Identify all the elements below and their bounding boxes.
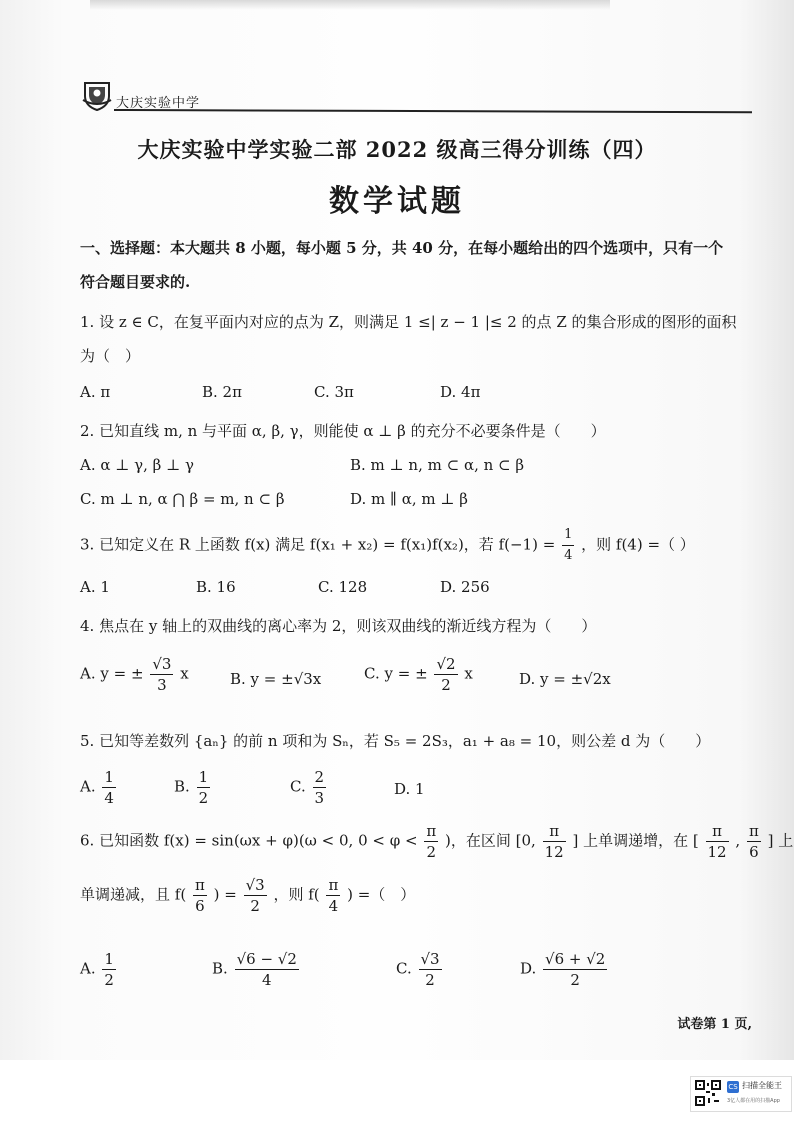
denominator: 2 (198, 789, 209, 807)
fraction (150, 655, 173, 694)
option-c (290, 768, 328, 807)
option-d: D. 1 (394, 780, 425, 798)
option-a (80, 950, 118, 989)
stem-text: ] 上单调递增，在 [ (572, 831, 699, 850)
option-a: A. 1 (80, 578, 110, 596)
exam-title: 大庆实验中学实验二部 2022 级高三得分训练（四） (137, 137, 657, 162)
stem-text: )，在区间 [0, (445, 831, 536, 850)
option-label: A. (80, 959, 96, 978)
camscanner-icon: CS (728, 1083, 738, 1091)
fraction (543, 950, 607, 989)
question-6-stem (80, 822, 793, 861)
option-b (212, 950, 301, 989)
numerator: √2 (436, 655, 456, 673)
option-d (520, 950, 609, 989)
denominator: 2 (570, 971, 580, 989)
fraction (562, 526, 574, 565)
numerator: π (543, 822, 566, 842)
stem-text: 6. 已知函数 f(x) = sin(ωx + φ)(ω < 0, 0 < φ < (80, 831, 418, 850)
denominator: 2 (425, 971, 435, 989)
stem-text: ] 上 (767, 831, 794, 850)
option-label: A. (80, 777, 96, 796)
denominator: 3 (314, 789, 325, 807)
denominator: 2 (250, 897, 260, 915)
fraction (197, 768, 211, 807)
fraction (244, 876, 267, 915)
option-text: x (180, 664, 189, 683)
page-number: 试卷第 1 页, (677, 1017, 752, 1032)
option-a (80, 768, 118, 807)
option-label: C. (364, 664, 380, 683)
section-heading: 一、选择题：本大题共 8 小题，每小题 5 分，共 40 分，在每小题给出的四个选项中，只有一个 (80, 239, 724, 257)
question-2-options-row2 (80, 490, 740, 516)
stem-text: 3. 已知定义在 R 上函数 f(x) 满足 f(x₁ + x₂) = f(x₁)f(x₂)，若 f(−1) = (80, 535, 556, 554)
option-d: D. m ∥ α, m ⊥ β (350, 490, 468, 508)
numerator: π (748, 822, 759, 840)
fraction (706, 822, 729, 861)
option-d: D. y = ±√2x (519, 670, 611, 688)
option-b: B. 2π (202, 383, 242, 401)
fraction (102, 950, 116, 989)
question-3-options (80, 578, 740, 604)
fraction (326, 876, 340, 915)
fraction (235, 950, 299, 989)
fraction (434, 655, 457, 694)
option-b: B. m ⊥ n, m ⊂ α, n ⊂ β (350, 456, 525, 474)
fraction (419, 950, 442, 989)
fraction (193, 876, 207, 915)
option-a: A. α ⊥ γ, β ⊥ γ (80, 456, 194, 474)
denominator: 6 (749, 843, 759, 861)
option-c: C. 128 (318, 578, 368, 596)
option-text: y = ± (100, 664, 144, 683)
question-5-stem: 5. 已知等差数列 {aₙ} 的前 n 项和为 Sₙ，若 S₅ = 2S₃，a₁ + a₈ = 10，则公差 d 为（ ） (80, 732, 711, 750)
qr-code-icon (695, 1080, 721, 1106)
question-1-options (80, 383, 740, 409)
denominator: 6 (195, 897, 205, 915)
numerator: 2 (314, 768, 325, 786)
numerator: √3 (420, 950, 440, 968)
denominator: 4 (328, 897, 339, 915)
denominator: 12 (544, 843, 564, 861)
stem-text: ) =（ ） (347, 885, 416, 904)
numerator: 1 (198, 768, 209, 786)
denominator: 12 (707, 843, 727, 861)
stem-text: ) = (213, 885, 237, 904)
option-b: B. y = ±√3x (230, 670, 322, 688)
fraction (424, 822, 438, 861)
option-a (80, 655, 189, 694)
numerator: √3 (152, 655, 172, 673)
question-2-options-row1 (80, 456, 740, 482)
option-a: A. π (80, 383, 111, 401)
stem-text: ，则 f(4) =（ ） (581, 535, 695, 554)
option-label: B. (174, 777, 190, 796)
scanner-app-name: 扫描全能王 (742, 1081, 782, 1090)
exam-subject: 数学试题 (329, 184, 465, 219)
numerator: 1 (562, 526, 574, 546)
option-c (364, 655, 473, 694)
question-1-stem: 1. 设 z ∈ C，在复平面内对应的点为 Z，则满足 1 ≤| z − 1 |≤ 2 的点 Z 的集合形成的图形的面积 (80, 313, 737, 331)
numerator: √6 − √2 (236, 950, 297, 968)
question-1-stem-cont: 为（ ） (80, 347, 141, 365)
numerator: π (426, 822, 437, 840)
option-label: B. (212, 959, 228, 978)
fraction (313, 768, 327, 807)
denominator: 2 (441, 676, 451, 694)
school-emblem-icon (80, 78, 114, 112)
school-name: 大庆实验中学 (116, 96, 201, 111)
question-3-stem (80, 526, 695, 565)
fraction (102, 768, 116, 807)
option-text: y = ± (384, 664, 428, 683)
denominator: 3 (157, 676, 167, 694)
fraction (747, 822, 761, 861)
option-label: C. (396, 959, 412, 978)
option-b (174, 768, 212, 807)
question-6-stem-cont (80, 876, 415, 915)
denominator: 4 (104, 789, 114, 807)
question-4-stem: 4. 焦点在 y 轴上的双曲线的离心率为 2，则该双曲线的渐近线方程为（ ） (80, 617, 597, 635)
stem-text: , (735, 831, 741, 850)
stem-text: ，则 f( (273, 885, 320, 904)
option-d: D. 4π (440, 383, 481, 401)
fraction (543, 822, 566, 861)
page-header (76, 78, 752, 112)
scanner-tagline: 3亿人都在用的扫描App (727, 1098, 780, 1104)
numerator: √6 + √2 (545, 950, 606, 968)
denominator: 4 (261, 971, 272, 989)
scanner-watermark (690, 1076, 792, 1112)
question-2-stem: 2. 已知直线 m, n 与平面 α, β, γ，则能使 α ⊥ β 的充分不必要条件是（ ） (80, 422, 606, 440)
section-heading-cont: 符合题目要求的. (80, 273, 191, 291)
option-c: C. m ⊥ n, α ⋂ β = m, n ⊂ β (80, 490, 285, 508)
option-label: A. (80, 664, 96, 683)
option-text: x (464, 664, 473, 683)
option-c (396, 950, 444, 989)
denominator: 4 (564, 548, 573, 563)
numerator: π (194, 876, 205, 894)
scan-edge-shadow (90, 0, 610, 10)
option-label: C. (290, 777, 306, 796)
numerator: π (706, 822, 729, 842)
option-b: B. 16 (196, 578, 236, 596)
numerator: π (328, 876, 339, 894)
stem-text: 单调递减，且 f( (80, 885, 187, 904)
denominator: 2 (426, 843, 437, 861)
numerator: 1 (104, 950, 114, 968)
numerator: √3 (245, 876, 265, 894)
option-c: C. 3π (314, 383, 354, 401)
option-label: D. (520, 959, 537, 978)
denominator: 2 (104, 971, 114, 989)
numerator: 1 (104, 768, 114, 786)
option-d: D. 256 (440, 578, 490, 596)
